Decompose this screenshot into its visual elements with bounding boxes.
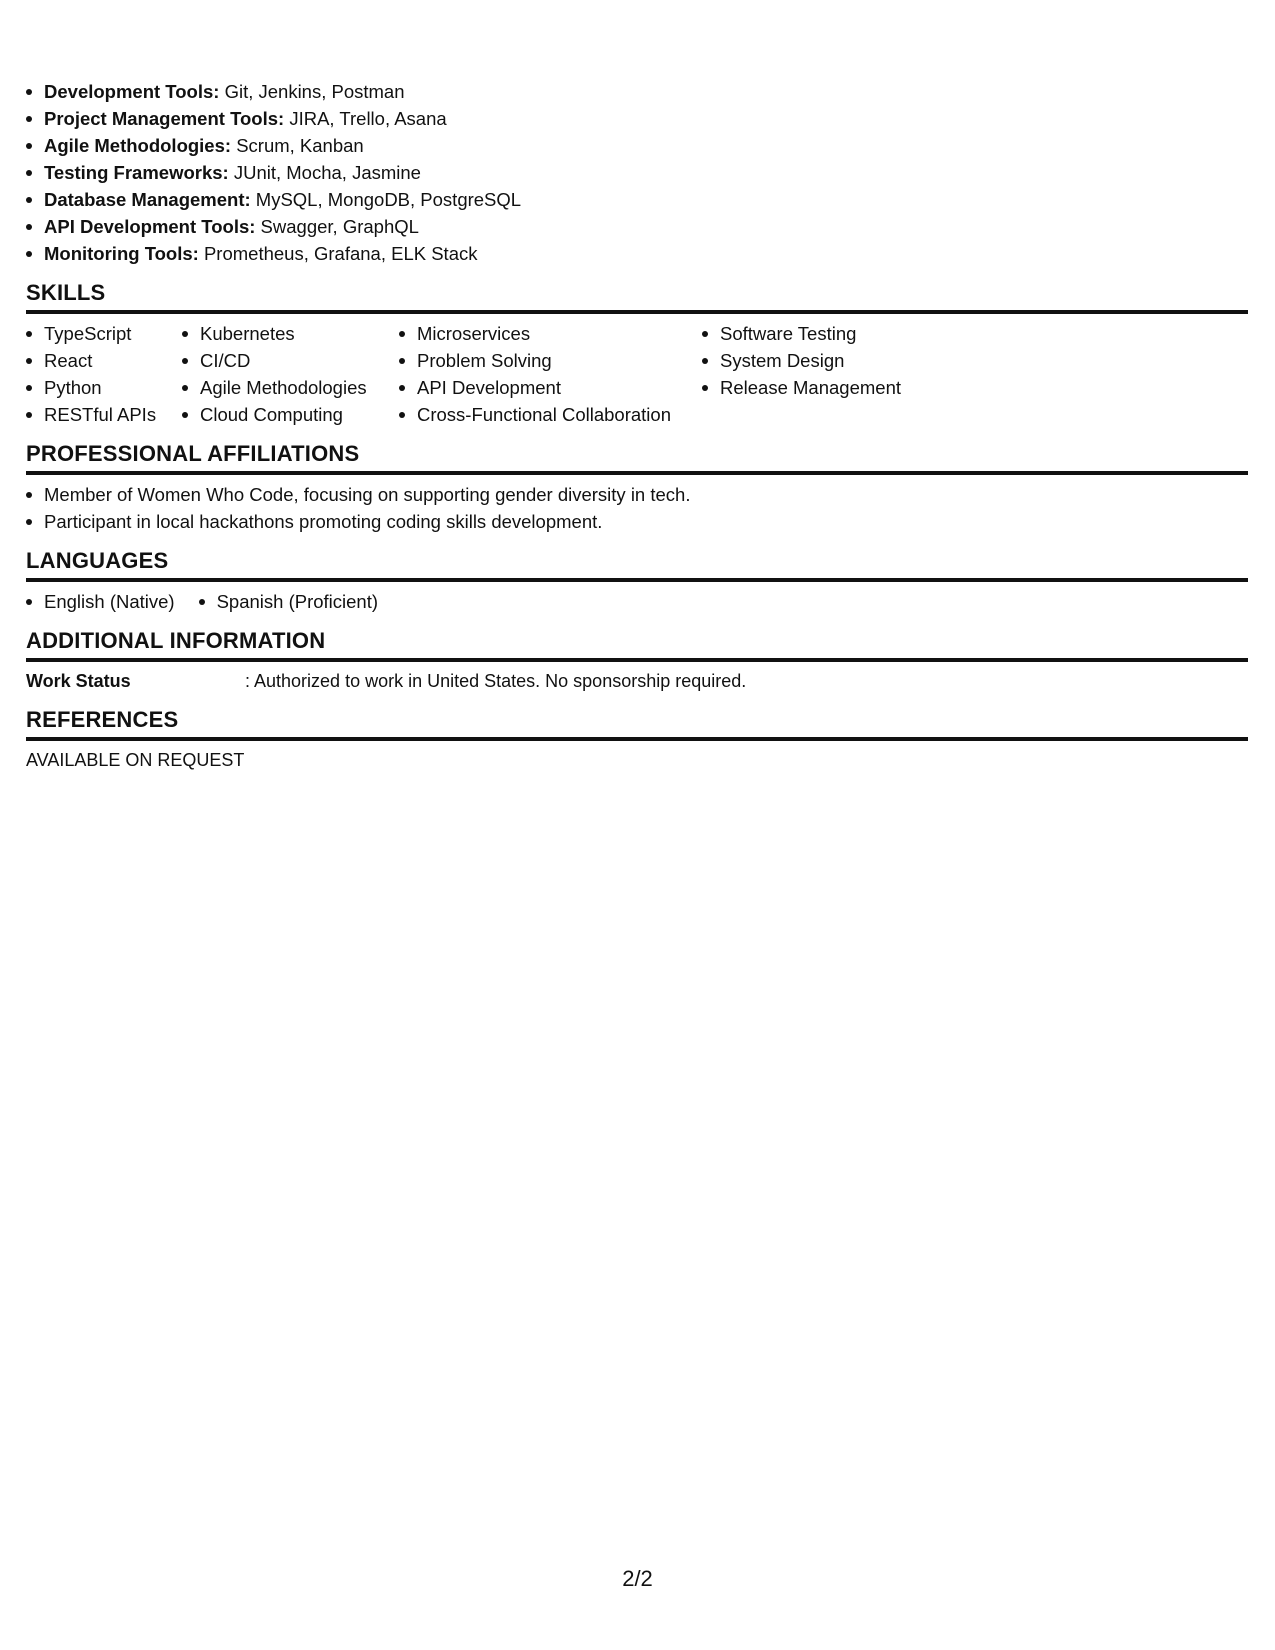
skill-item: Cross-Functional Collaboration xyxy=(399,401,682,428)
tool-item xyxy=(26,240,1248,267)
skill-item: Software Testing xyxy=(702,320,962,347)
tool-value: Prometheus, Grafana, ELK Stack xyxy=(198,243,478,264)
page-number: 2/2 xyxy=(622,1566,653,1591)
references-text: AVAILABLE ON REQUEST xyxy=(26,750,245,770)
skill-item: Python xyxy=(26,374,162,401)
tool-value: JIRA, Trello, Asana xyxy=(284,108,447,129)
affiliation-item: Participant in local hackathons promoting coding skills development. xyxy=(26,508,1248,535)
skill-item: API Development xyxy=(399,374,682,401)
tool-value: MySQL, MongoDB, PostgreSQL xyxy=(250,189,522,210)
tool-item xyxy=(26,78,1248,105)
tool-value: Git, Jenkins, Postman xyxy=(219,81,405,102)
tool-item xyxy=(26,186,1248,213)
tool-value: JUnit, Mocha, Jasmine xyxy=(228,162,421,183)
additional-info-section xyxy=(26,628,1248,694)
section-title-affiliations: PROFESSIONAL AFFILIATIONS xyxy=(26,441,1248,475)
skills-column xyxy=(182,320,379,428)
language-item: English (Native) xyxy=(26,588,175,615)
skill-item: TypeScript xyxy=(26,320,162,347)
work-status-label: Work Status xyxy=(26,671,131,691)
skill-item: Problem Solving xyxy=(399,347,682,374)
section-title-skills: SKILLS xyxy=(26,280,1248,314)
tool-value: Swagger, GraphQL xyxy=(255,216,419,237)
skills-column xyxy=(702,320,962,428)
skills-section xyxy=(26,280,1248,428)
tool-label: Monitoring Tools: xyxy=(44,243,199,264)
tool-label: API Development Tools: xyxy=(44,216,256,237)
tools-list xyxy=(26,78,1248,267)
section-title-references: REFERENCES xyxy=(26,707,1248,741)
skill-item: Cloud Computing xyxy=(182,401,379,428)
skill-item: Kubernetes xyxy=(182,320,379,347)
skill-item: Microservices xyxy=(399,320,682,347)
references-section xyxy=(26,707,1248,773)
language-item: Spanish (Proficient) xyxy=(199,588,378,615)
skill-item: System Design xyxy=(702,347,962,374)
section-title-additional-info: ADDITIONAL INFORMATION xyxy=(26,628,1248,662)
affiliations-list xyxy=(26,475,1248,535)
tool-item xyxy=(26,213,1248,240)
tool-label: Database Management: xyxy=(44,189,251,210)
skill-item: RESTful APIs xyxy=(26,401,162,428)
languages-list xyxy=(26,582,1248,615)
tool-item xyxy=(26,105,1248,132)
skill-item: CI/CD xyxy=(182,347,379,374)
affiliation-item: Member of Women Who Code, focusing on supporting gender diversity in tech. xyxy=(26,481,1248,508)
languages-section xyxy=(26,548,1248,615)
section-title-languages: LANGUAGES xyxy=(26,548,1248,582)
skills-column xyxy=(26,320,162,428)
resume-page-content xyxy=(26,78,1248,773)
skill-item: Agile Methodologies xyxy=(182,374,379,401)
tool-label: Testing Frameworks: xyxy=(44,162,229,183)
tool-label: Project Management Tools: xyxy=(44,108,285,129)
work-status-value: : Authorized to work in United States. No sponsorship required. xyxy=(245,671,747,691)
skills-grid xyxy=(26,314,1248,428)
tool-item xyxy=(26,132,1248,159)
tool-value: Scrum, Kanban xyxy=(231,135,364,156)
tool-label: Agile Methodologies: xyxy=(44,135,232,156)
tool-label: Development Tools: xyxy=(44,81,220,102)
affiliations-section xyxy=(26,441,1248,535)
work-status-row xyxy=(26,662,1248,694)
tool-item xyxy=(26,159,1248,186)
skills-column xyxy=(399,320,682,428)
skill-item: Release Management xyxy=(702,374,962,401)
skill-item: React xyxy=(26,347,162,374)
